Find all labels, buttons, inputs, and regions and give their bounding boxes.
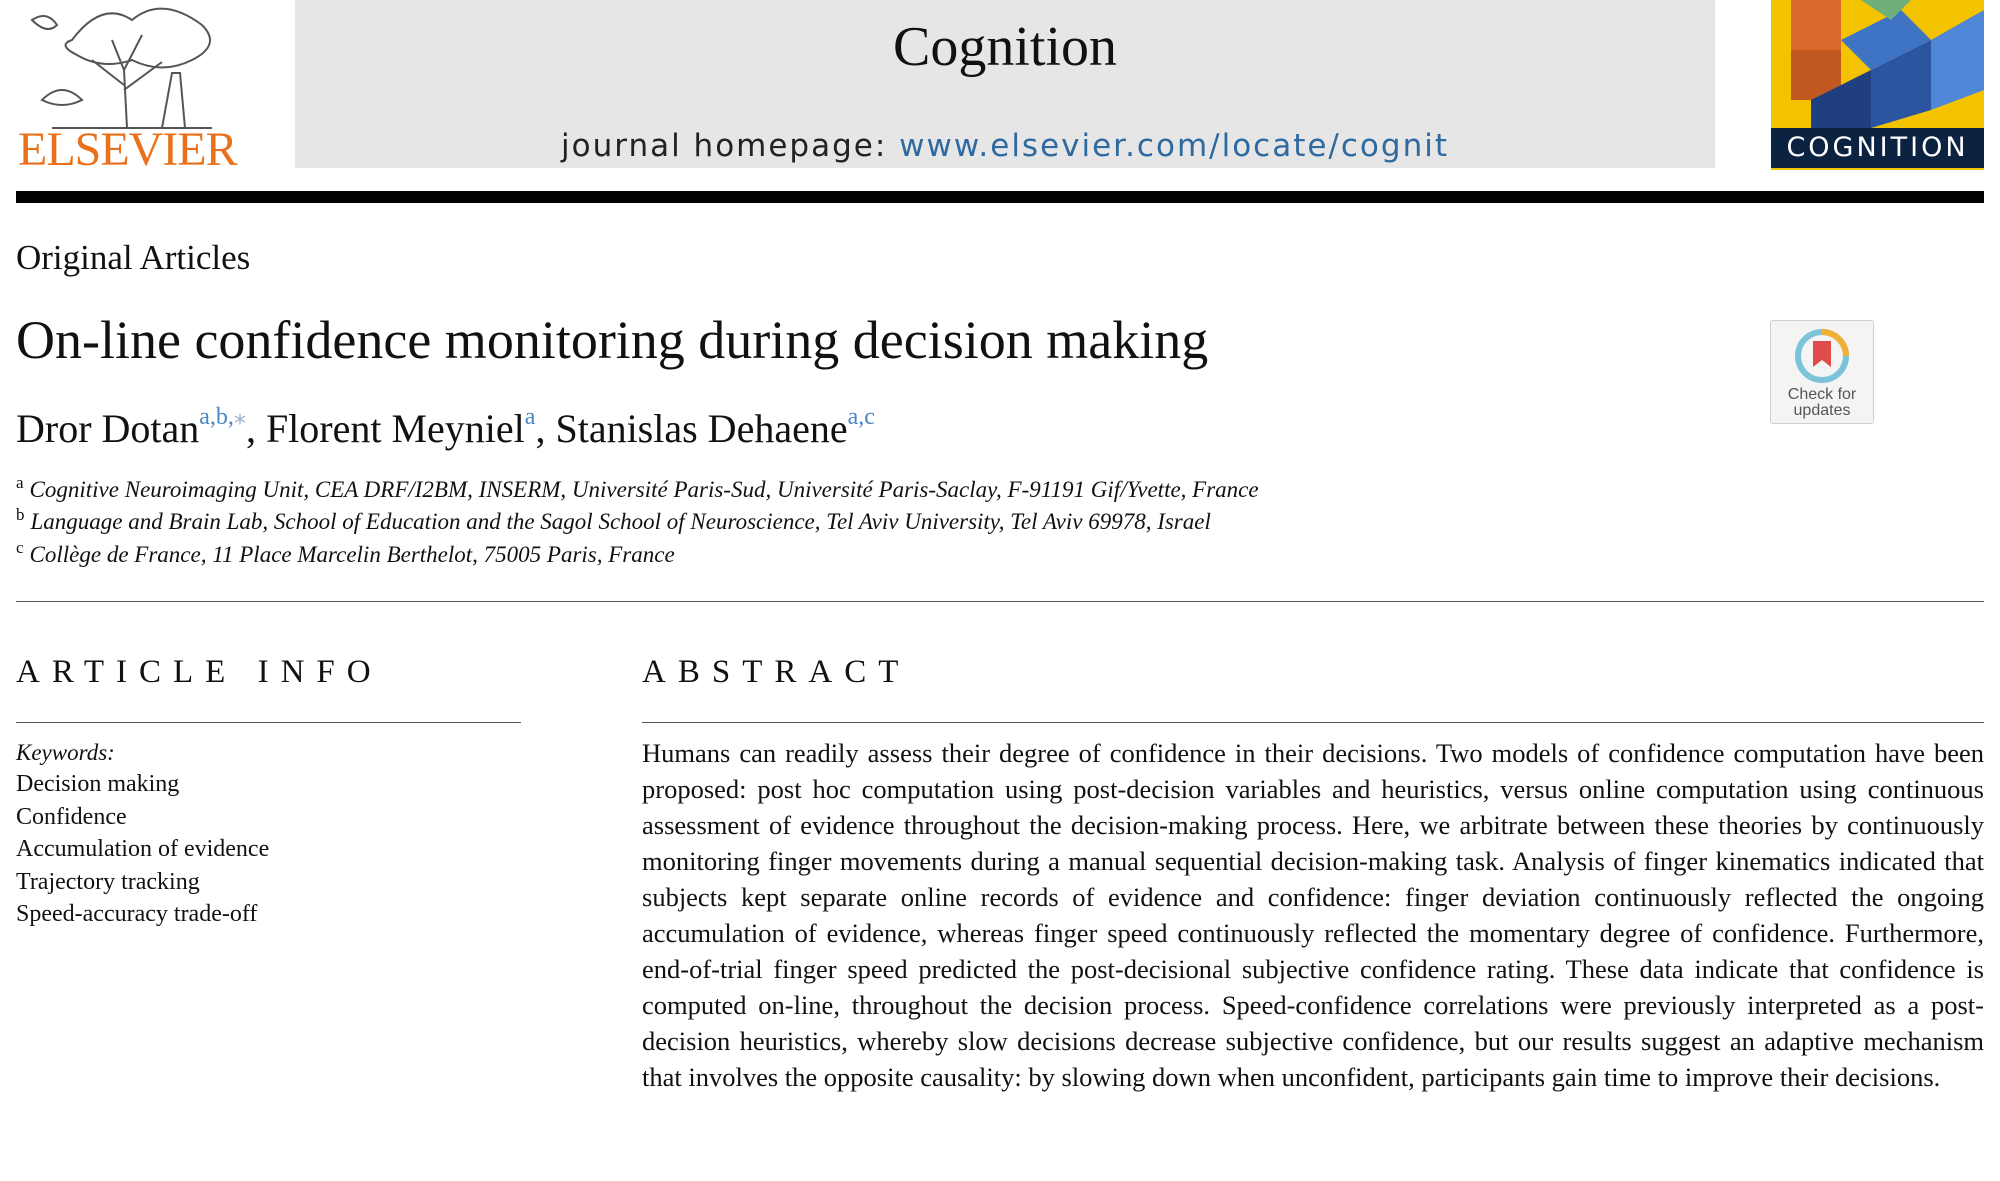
affiliation	[16, 473, 1259, 503]
check-for-updates-button[interactable]	[1770, 320, 1874, 424]
crossmark-label-line1: Check for	[1787, 386, 1857, 403]
journal-homepage	[295, 128, 1715, 164]
homepage-link[interactable]: www.elsevier.com/locate/cognit	[899, 128, 1449, 164]
crossmark-label-line2: updates	[1793, 402, 1851, 419]
keyword-item[interactable]: Speed-accuracy trade-off	[16, 901, 258, 927]
affiliation	[16, 538, 675, 568]
abstract-text: Humans can readily assess their degree of confidence in their decisions. Two models of confidence computation have been proposed: post hoc computation using post-decision variables and heuristics, versus online computation using continuous assessment of evidence throughout the decision-making process. Here, we arbitrate between these theories by continuously monitoring finger movements during a manual sequential decision-making task. Analysis of finger kinematics indicated that subjects kept separate online records of evidence and confidence: finger deviation continuously reflected the ongoing accumulation of evidence, whereas finger speed continuously reflected the momentary degree of confidence. Furthermore, end-of-trial finger speed predicted the post-decisional subjective confidence rating. These data indicate that confidence is computed on-line, throughout the decision process. Speed-confidence correlations were previously interpreted as a post-decision heuristics, whereby slow decisions decrease subjective confidence, but our results suggest an adaptive mechanism that involves the opposite causality: by slowing down when unconfident, participants gain time to improve their decisions.	[642, 738, 1984, 1092]
section-label: Original Articles	[16, 238, 251, 277]
author-separator: ,	[535, 406, 556, 451]
cover-artwork-icon	[1771, 0, 1984, 130]
affiliation-mark: b	[16, 505, 25, 524]
author-list	[16, 402, 875, 452]
keyword-item[interactable]: Confidence	[16, 803, 127, 830]
crossmark-label	[1771, 387, 1873, 419]
cover-label: COGNITION	[1771, 128, 1984, 168]
author-name[interactable]: Florent Meyniel	[265, 406, 525, 451]
section-divider	[16, 601, 1984, 602]
keywords-label: Keywords:	[16, 740, 115, 765]
affiliation	[16, 505, 1211, 535]
article-info-rule	[16, 722, 521, 723]
author-name[interactable]: Stanislas Dehaene	[555, 406, 848, 451]
affiliation-text: Language and Brain Lab, School of Education and the Sagol School of Neuroscience, Tel Aviv University, Tel Aviv 69978, Israel	[30, 509, 1211, 534]
article-info-heading: ARTICLE INFO	[16, 654, 383, 690]
abstract-rule	[642, 722, 1984, 723]
author-separator: ,	[245, 406, 266, 451]
author-affiliation-marks[interactable]: a,c	[847, 404, 875, 430]
keyword-item[interactable]: Trajectory tracking	[16, 868, 200, 895]
journal-banner	[295, 0, 1715, 168]
header-rule	[16, 191, 1984, 203]
corresponding-author-mark[interactable]: ⁎	[233, 404, 246, 430]
author-affiliation-marks[interactable]: a,b,⁎	[199, 404, 246, 430]
crossmark-icon	[1793, 327, 1851, 385]
homepage-label: journal homepage:	[561, 128, 888, 164]
affiliation-mark: a	[16, 473, 24, 492]
keywords-list	[16, 771, 269, 934]
affiliation-mark: c	[16, 538, 24, 557]
article-title: On-line confidence monitoring during decision making	[16, 310, 1209, 370]
author-name[interactable]: Dror Dotan	[16, 406, 200, 451]
abstract-heading: ABSTRACT	[642, 654, 911, 690]
publisher-name: ELSEVIER	[18, 123, 237, 176]
journal-title: Cognition	[892, 16, 1118, 78]
affiliation-text: Collège de France, 11 Place Marcelin Berthelot, 75005 Paris, France	[29, 542, 675, 567]
keyword-item[interactable]: Accumulation of evidence	[16, 836, 270, 862]
elsevier-tree-logo	[12, 0, 242, 130]
author-affiliation-marks[interactable]: a	[524, 404, 536, 430]
keyword-item[interactable]: Decision making	[16, 771, 180, 797]
affiliation-text: Cognitive Neuroimaging Unit, CEA DRF/I2BM, INSERM, Université Paris-Sud, Université Paris-Saclay, F-91191 Gif/Yvette, France	[29, 477, 1259, 502]
